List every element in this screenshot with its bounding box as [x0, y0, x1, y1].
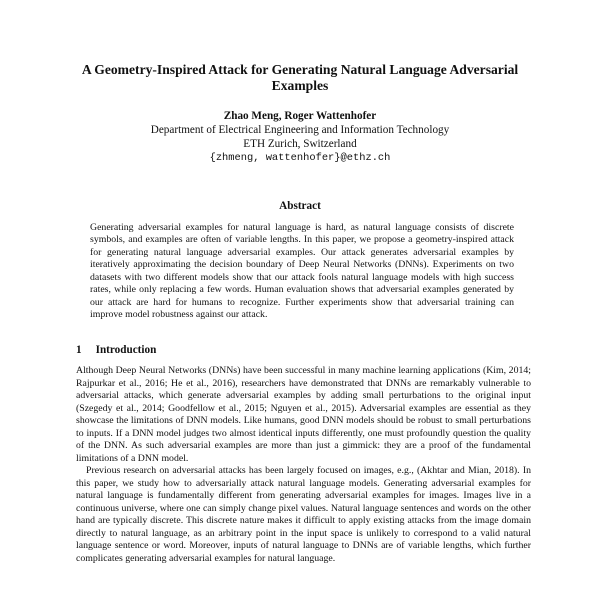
introduction-paragraph-2: Previous research on adversarial attacks has been largely focused on images, e.g., (Akhtar and Mian, 2018). In this paper, we study how to adversarially attack natural language models. Generating adversarial examples for natural language is fundamentally different from generating adversarial examples for images. Images live in a continuous universe, where one can simply change pixel values. Natural language sentences and words on the other hand are typically discrete. This discrete nature makes it difficult to apply existing attacks from the image domain directly to natural language, as an arbitrary point in the input space is unlikely to correspond to a valid natural language sentence or word. Moreover, inputs of natural language to DNNs are of variable lengths, which further complicates generating adversarial examples for natural language. — [76, 465, 531, 564]
author-block — [60, 109, 540, 165]
section-heading-introduction — [76, 344, 156, 356]
paper-title: A Geometry-Inspired Attack for Generating Natural Language Adversarial Examples — [81, 62, 519, 93]
author-names: Zhao Meng, Roger Wattenhofer — [223, 110, 377, 122]
author-email: {zhmeng, wattenhofer}@ethz.ch — [209, 152, 391, 164]
section-number: 1 — [76, 344, 82, 356]
introduction-paragraph-1: Although Deep Neural Networks (DNNs) have been successful in many machine learning applications (Kim, 2014; Rajpurkar et al., 2016; He et al., 2016), researchers have demonstrated that DNNs are remarkably vulnerable to adversarial attacks, which generate adversarial examples by adding small perturbations to the original input (Szegedy et al., 2014; Goodfellow et al., 2015; Nguyen et al., 2015). Adversarial examples are essential as they showcase the limitations of DNN models. Like humans, good DNN models should be robust to small perturbations to inputs. If a DNN model judges two almost identical inputs differently, one must profoundly question the quality of the DNN. As such adversarial examples are more than just a gimmick: they are a proof of the fundamental limitations of a DNN model. — [76, 365, 531, 464]
abstract-heading: Abstract — [279, 200, 321, 212]
affiliation-department: Department of Electrical Engineering and Information Technology — [150, 124, 450, 136]
abstract-text: Generating adversarial examples for natural language is hard, as natural language consists of discrete symbols, and examples are often of variable lengths. In this paper, we propose a geometry-inspired attack for generating natural language adversarial examples. Our attack generates adversarial examples by iteratively approximating the decision boundary of Deep Neural Networks (DNNs). Experiments on two datasets with two different models show that our attack fools natural language models with high success rates, while only replacing a few words. Human evaluation shows that adversarial examples generated by our attack are hard for humans to recognize. Further experiments show that adversarial training can improve model robustness against our attack. — [90, 222, 514, 321]
section-title: Introduction — [95, 344, 157, 356]
affiliation-institution: ETH Zurich, Switzerland — [243, 138, 357, 150]
introduction-body — [76, 365, 531, 565]
